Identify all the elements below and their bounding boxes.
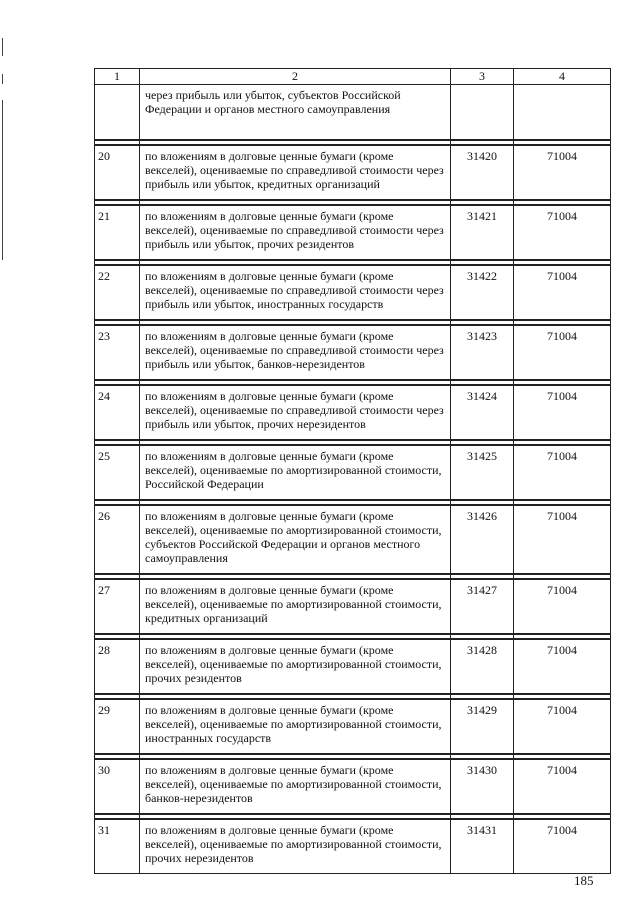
- table-row: [95, 699, 611, 754]
- row-description-cell: по вложениям в долговые ценные бумаги (кроме векселей), оцениваемые по справедливой стоимости через прибыль или убыток, иностранных государств: [140, 265, 451, 320]
- row-number-cell: 27: [95, 579, 140, 634]
- continuation-row: [95, 85, 611, 141]
- row-number-cell: 21: [95, 205, 140, 260]
- row-code-cell: 31424: [451, 385, 514, 440]
- row-number-cell: 28: [95, 639, 140, 694]
- column-header: 2: [140, 69, 451, 85]
- row-number-cell: 24: [95, 385, 140, 440]
- table-row: [95, 579, 611, 634]
- row-description-cell: по вложениям в долговые ценные бумаги (кроме векселей), оцениваемые по справедливой стоимости через прибыль или убыток, прочих нерезидентов: [140, 385, 451, 440]
- row-description-cell: по вложениям в долговые ценные бумаги (кроме векселей), оцениваемые по справедливой стоимости через прибыль или убыток, кредитных организаций: [140, 145, 451, 200]
- table-row: [95, 759, 611, 814]
- table-row: [95, 819, 611, 874]
- row-number-cell: 23: [95, 325, 140, 380]
- scan-edge-mark: [2, 38, 3, 56]
- scan-edge-mark: [2, 74, 3, 84]
- column-header: 3: [451, 69, 514, 85]
- page-number: 185: [574, 873, 594, 888]
- row-number-cell: [95, 85, 140, 141]
- row-description-cell: по вложениям в долговые ценные бумаги (кроме векселей), оцениваемые по справедливой стоимости через прибыль или убыток, прочих резидентов: [140, 205, 451, 260]
- row-description-cell: по вложениям в долговые ценные бумаги (кроме векселей), оцениваемые по амортизированной стоимости, кредитных организаций: [140, 579, 451, 634]
- table-row: [95, 505, 611, 574]
- row-account-cell: 71004: [514, 505, 611, 574]
- row-number-cell: 31: [95, 819, 140, 874]
- table-row: [95, 265, 611, 320]
- accounts-table: [94, 68, 611, 874]
- row-code-cell: 31421: [451, 205, 514, 260]
- table-row: [95, 325, 611, 380]
- row-description-cell: по вложениям в долговые ценные бумаги (кроме векселей), оцениваемые по амортизированной стоимости, иностранных государств: [140, 699, 451, 754]
- row-code-cell: 31420: [451, 145, 514, 200]
- row-account-cell: 71004: [514, 205, 611, 260]
- row-account-cell: 71004: [514, 265, 611, 320]
- row-description-cell: по вложениям в долговые ценные бумаги (кроме векселей), оцениваемые по амортизированной стоимости, банков-нерезидентов: [140, 759, 451, 814]
- scan-edge-mark: [2, 100, 3, 260]
- table-header-row: [95, 69, 611, 85]
- row-code-cell: 31428: [451, 639, 514, 694]
- row-code-cell: 31423: [451, 325, 514, 380]
- row-description-cell: по вложениям в долговые ценные бумаги (кроме векселей), оцениваемые по амортизированной стоимости, прочих нерезидентов: [140, 819, 451, 874]
- row-description-cell: по вложениям в долговые ценные бумаги (кроме векселей), оцениваемые по амортизированной стоимости, Российской Федерации: [140, 445, 451, 500]
- row-account-cell: 71004: [514, 819, 611, 874]
- column-header: 1: [95, 69, 140, 85]
- row-account-cell: 71004: [514, 325, 611, 380]
- row-code-cell: 31426: [451, 505, 514, 574]
- row-number-cell: 29: [95, 699, 140, 754]
- row-code-cell: 31422: [451, 265, 514, 320]
- table-row: [95, 205, 611, 260]
- row-number-cell: 30: [95, 759, 140, 814]
- table-row: [95, 145, 611, 200]
- row-code-cell: [451, 85, 514, 141]
- row-number-cell: 22: [95, 265, 140, 320]
- row-account-cell: 71004: [514, 579, 611, 634]
- row-account-cell: 71004: [514, 699, 611, 754]
- row-description-cell: по вложениям в долговые ценные бумаги (кроме векселей), оцениваемые по амортизированной стоимости, субъектов Российской Федерации и органов местного самоуправления: [140, 505, 451, 574]
- row-code-cell: 31429: [451, 699, 514, 754]
- row-account-cell: [514, 85, 611, 141]
- row-account-cell: 71004: [514, 445, 611, 500]
- table-row: [95, 385, 611, 440]
- row-account-cell: 71004: [514, 385, 611, 440]
- row-description-cell: через прибыль или убыток, субъектов Российской Федерации и органов местного самоуправления: [140, 85, 451, 141]
- row-code-cell: 31425: [451, 445, 514, 500]
- row-account-cell: 71004: [514, 759, 611, 814]
- table-row: [95, 639, 611, 694]
- row-number-cell: 20: [95, 145, 140, 200]
- row-account-cell: 71004: [514, 639, 611, 694]
- table-row: [95, 445, 611, 500]
- column-header: 4: [514, 69, 611, 85]
- row-code-cell: 31431: [451, 819, 514, 874]
- row-number-cell: 26: [95, 505, 140, 574]
- row-number-cell: 25: [95, 445, 140, 500]
- row-code-cell: 31427: [451, 579, 514, 634]
- row-description-cell: по вложениям в долговые ценные бумаги (кроме векселей), оцениваемые по амортизированной стоимости, прочих резидентов: [140, 639, 451, 694]
- row-code-cell: 31430: [451, 759, 514, 814]
- row-account-cell: 71004: [514, 145, 611, 200]
- row-description-cell: по вложениям в долговые ценные бумаги (кроме векселей), оцениваемые по справедливой стоимости через прибыль или убыток, банков-нерезидентов: [140, 325, 451, 380]
